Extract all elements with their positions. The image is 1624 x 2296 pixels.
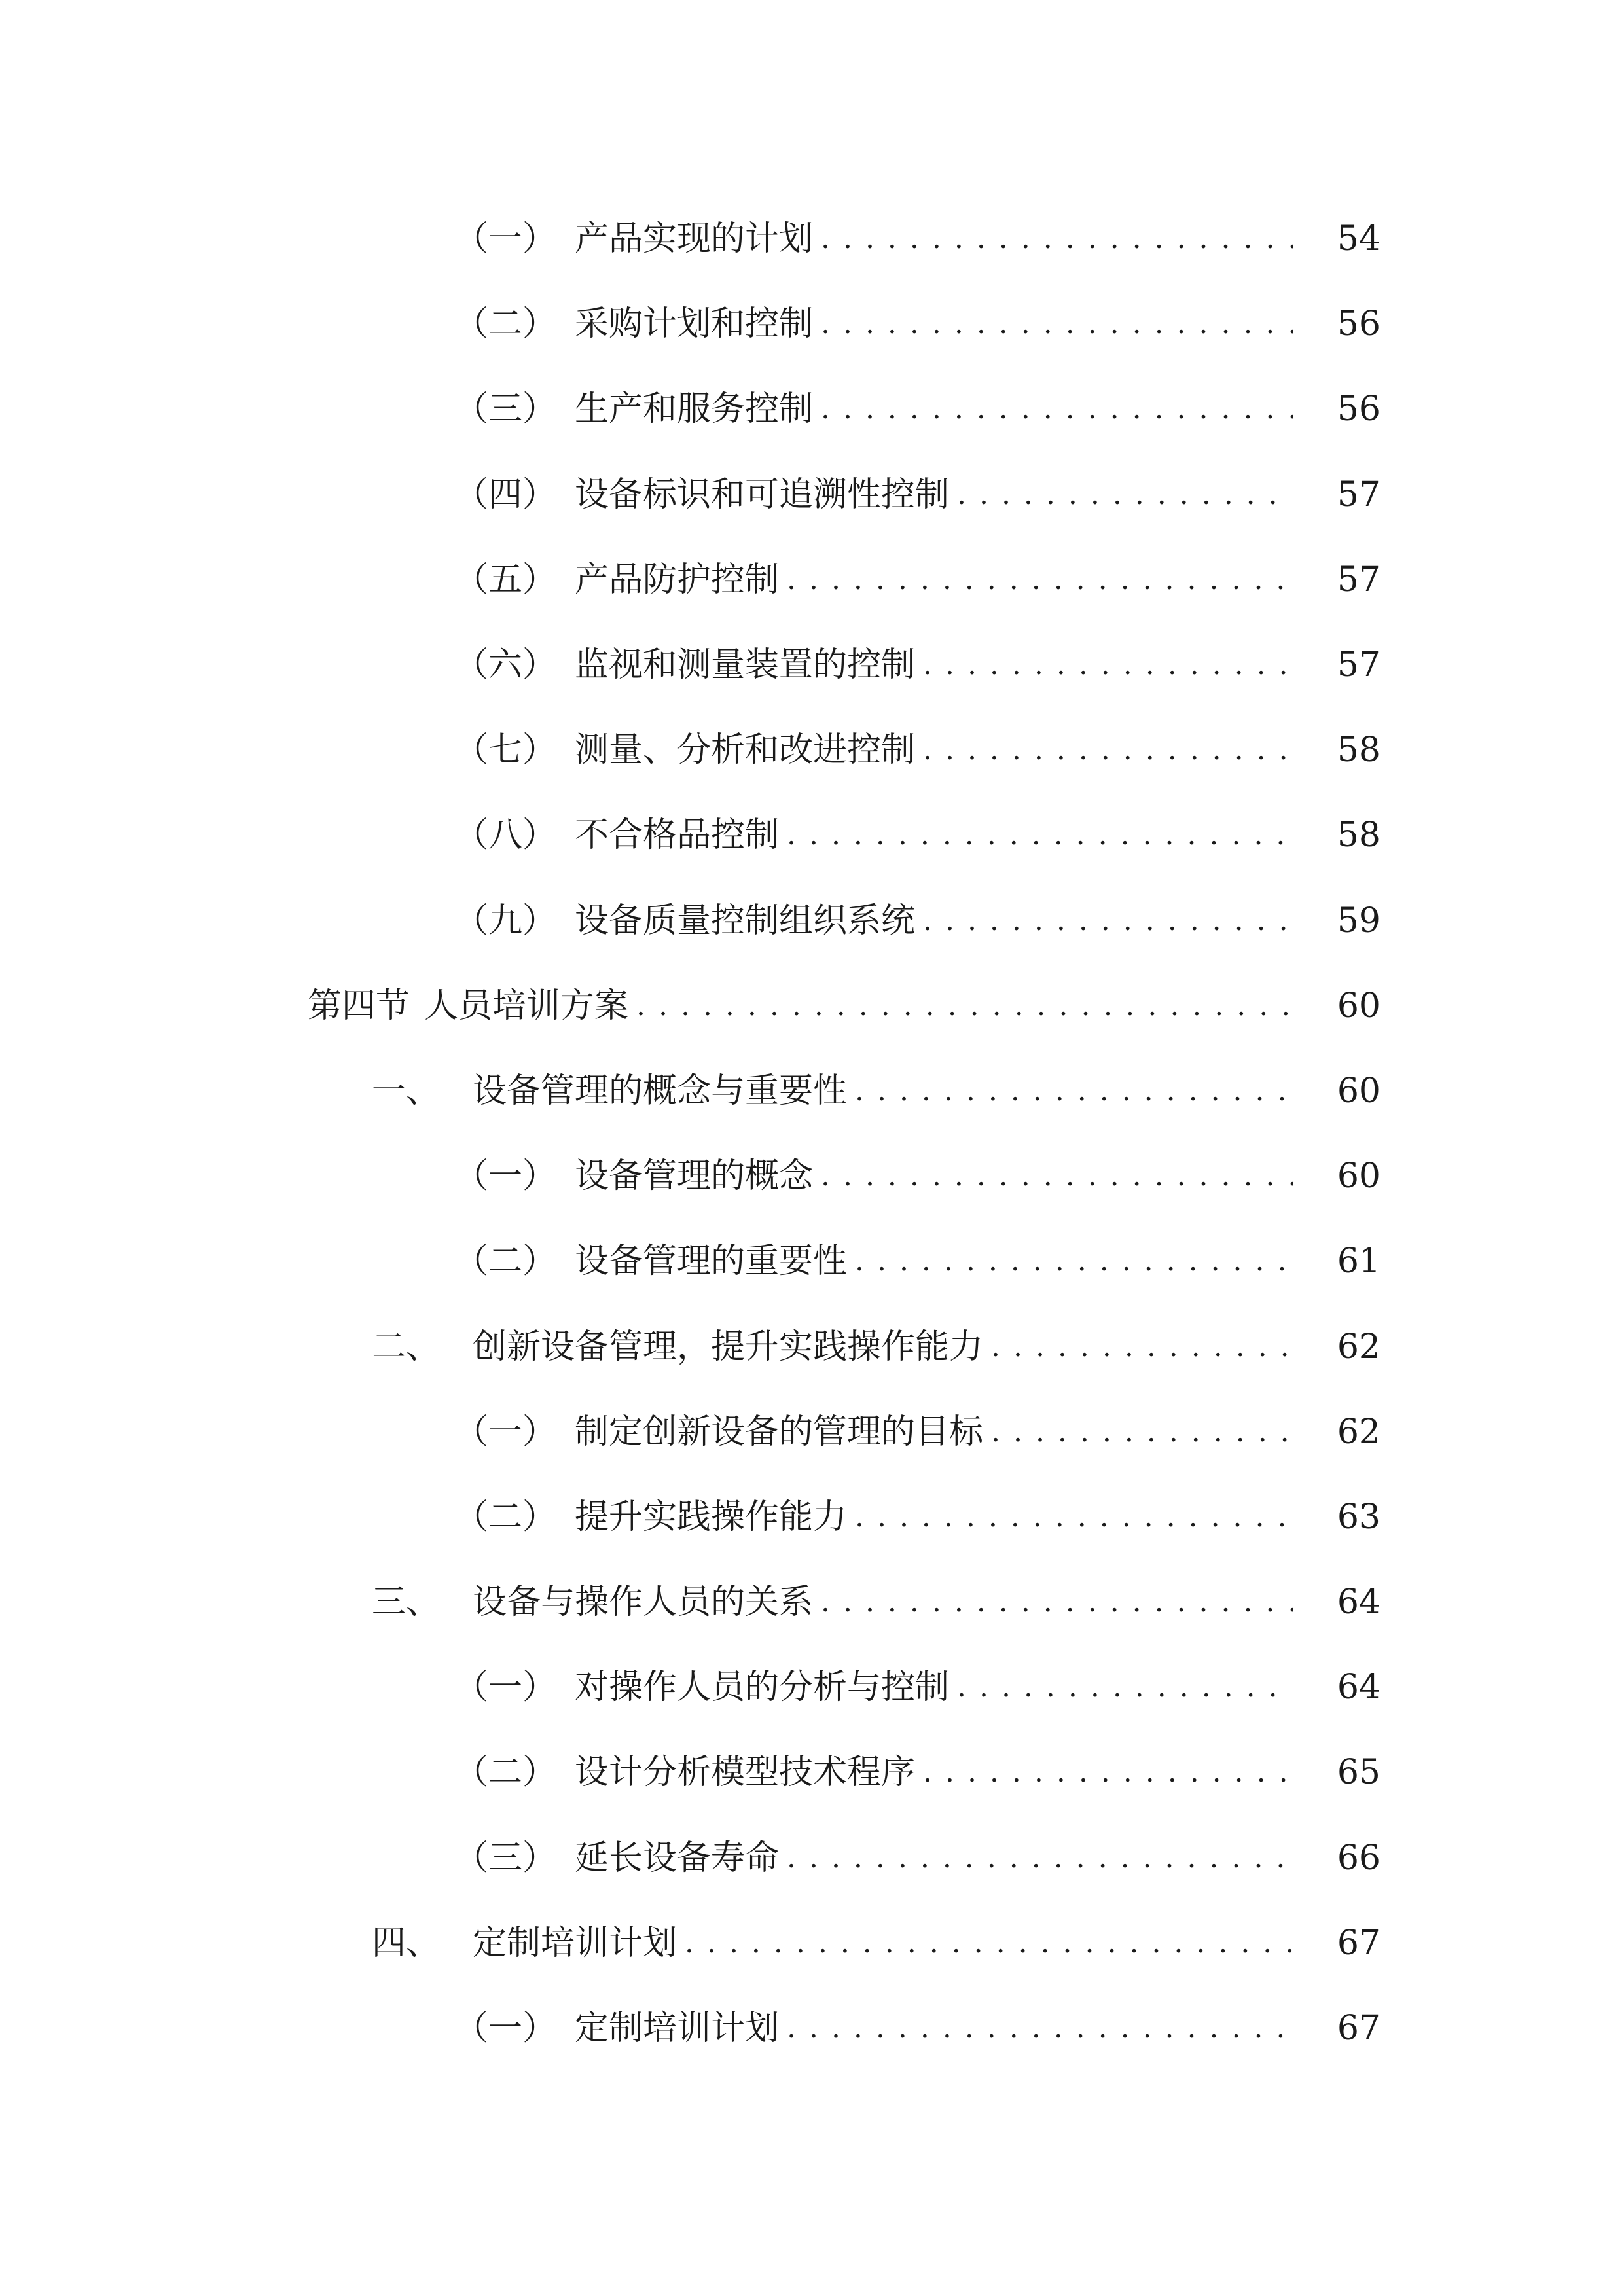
toc-entry-number: （一） — [454, 1668, 557, 1708]
dot-leader — [636, 989, 1293, 1023]
toc-entry-number: （四） — [454, 475, 557, 514]
toc-entry-page: 65 — [1293, 1755, 1380, 1789]
toc-entry[interactable] — [0, 1816, 1624, 1901]
dot-leader — [787, 1841, 1293, 1875]
toc-entry-title: 延长设备寿命 — [575, 1838, 780, 1878]
toc-entry[interactable] — [0, 793, 1624, 878]
toc-entry-title: 制定创新设备的管理的目标 — [575, 1412, 984, 1452]
dot-leader — [991, 1330, 1293, 1364]
toc-entry[interactable] — [0, 1645, 1624, 1730]
dot-leader — [821, 1585, 1293, 1619]
dot-leader — [855, 1500, 1293, 1534]
toc-entry[interactable] — [0, 1475, 1624, 1560]
toc-entry-page: 58 — [1293, 818, 1380, 852]
toc-entry-page: 62 — [1293, 1415, 1380, 1449]
toc-entry-title: 设备与操作人员的关系 — [473, 1583, 814, 1623]
toc-entry[interactable] — [0, 1390, 1624, 1475]
toc-entry-number: （三） — [454, 389, 557, 429]
toc-entry-title: 设备标识和可追溯性控制 — [575, 475, 950, 514]
dot-leader — [923, 648, 1293, 682]
toc-entry-page: 54 — [1293, 222, 1380, 256]
toc-entry-page: 61 — [1293, 1244, 1380, 1278]
dot-leader — [685, 1926, 1293, 1960]
dot-leader — [787, 2011, 1293, 2045]
toc-entry[interactable] — [0, 1986, 1624, 2071]
dot-leader — [957, 1670, 1293, 1704]
toc-entry[interactable] — [0, 622, 1624, 708]
dot-leader — [923, 733, 1293, 767]
toc-entry-title: 对操作人员的分析与控制 — [575, 1668, 950, 1708]
toc-entry[interactable] — [0, 367, 1624, 452]
toc-entry-title: 设备质量控制组织系统 — [575, 901, 916, 941]
toc-entry-page: 67 — [1293, 2011, 1380, 2045]
toc-entry-number: （一） — [454, 219, 557, 259]
toc-entry-title: 设计分析模型技术程序 — [575, 1753, 916, 1793]
toc-chapter-entry[interactable] — [0, 1304, 1624, 1389]
toc-entry-title: 定制培训计划 — [473, 1923, 677, 1963]
toc-entry-page: 60 — [1293, 1159, 1380, 1193]
toc-entry-page: 64 — [1293, 1585, 1380, 1619]
toc-entry-page: 60 — [1293, 989, 1380, 1023]
toc-entry-number: （八） — [454, 816, 557, 855]
toc-entry-page: 57 — [1293, 478, 1380, 512]
dot-leader — [923, 904, 1293, 938]
dot-leader — [855, 1074, 1293, 1108]
dot-leader — [787, 563, 1293, 597]
toc-entry-number: （一） — [454, 2009, 557, 2049]
toc-entry-number: （五） — [454, 560, 557, 600]
dot-leader — [957, 478, 1293, 512]
toc-entry-page: 60 — [1293, 1074, 1380, 1108]
toc-entry-title: 定制培训计划 — [575, 2009, 780, 2049]
toc-entry-number: （二） — [454, 1753, 557, 1793]
toc-entry-title: 测量、分析和改进控制 — [575, 730, 916, 770]
toc-entry-page: 66 — [1293, 1841, 1380, 1875]
toc-entry-page: 63 — [1293, 1500, 1380, 1534]
dot-leader — [787, 818, 1293, 852]
toc-entry-number: （二） — [454, 1497, 557, 1537]
toc-entry-title: 提升实践操作能力 — [575, 1497, 848, 1537]
toc-entry-number: （六） — [454, 645, 557, 685]
toc-entry[interactable] — [0, 452, 1624, 537]
dot-leader — [821, 392, 1293, 426]
toc-entry-number: （九） — [454, 901, 557, 941]
toc-entry-title: 生产和服务控制 — [575, 389, 814, 429]
toc-entry-number: 第四节 — [308, 986, 410, 1026]
toc-entry-number: （三） — [454, 1838, 557, 1878]
toc-entry[interactable] — [0, 708, 1624, 793]
dot-leader — [923, 1755, 1293, 1789]
toc-entry[interactable] — [0, 196, 1624, 281]
toc-entry-number: （二） — [454, 1242, 557, 1282]
toc-entry-page: 58 — [1293, 733, 1380, 767]
toc-entry-number: 一、 — [372, 1071, 441, 1111]
toc-entry-title: 采购计划和控制 — [575, 304, 814, 344]
toc-entry-number: （一） — [454, 1157, 557, 1196]
toc-entry-title: 不合格品控制 — [575, 816, 780, 855]
toc-entry-page: 57 — [1293, 648, 1380, 682]
dot-leader — [821, 307, 1293, 341]
toc-entry-number: （一） — [454, 1412, 557, 1452]
toc-entry[interactable] — [0, 1219, 1624, 1304]
dot-leader — [991, 1415, 1293, 1449]
toc-entry-title: 设备管理的重要性 — [575, 1242, 848, 1282]
table-of-contents — [0, 196, 1624, 2071]
toc-entry-page: 56 — [1293, 392, 1380, 426]
toc-entry-title: 产品实现的计划 — [575, 219, 814, 259]
toc-chapter-entry[interactable] — [0, 1901, 1624, 1986]
toc-chapter-entry[interactable] — [0, 1049, 1624, 1134]
toc-entry-title: 产品防护控制 — [575, 560, 780, 600]
toc-entry-page: 64 — [1293, 1670, 1380, 1704]
toc-entry-number: 三、 — [372, 1583, 441, 1623]
dot-leader — [855, 1244, 1293, 1278]
toc-section-entry[interactable] — [0, 963, 1624, 1049]
toc-entry[interactable] — [0, 281, 1624, 367]
dot-leader — [821, 1159, 1293, 1193]
toc-entry-number: （七） — [454, 730, 557, 770]
toc-entry-page: 59 — [1293, 904, 1380, 938]
toc-entry-page: 62 — [1293, 1330, 1380, 1364]
toc-chapter-entry[interactable] — [0, 1560, 1624, 1645]
toc-entry[interactable] — [0, 878, 1624, 963]
dot-leader — [821, 222, 1293, 256]
toc-entry-number: 四、 — [372, 1923, 441, 1963]
toc-entry-number: 二、 — [372, 1327, 441, 1367]
toc-entry[interactable] — [0, 1730, 1624, 1815]
toc-entry-title: 设备管理的概念 — [575, 1157, 814, 1196]
toc-entry[interactable] — [0, 1134, 1624, 1219]
toc-entry[interactable] — [0, 537, 1624, 622]
toc-entry-page: 67 — [1293, 1926, 1380, 1960]
toc-entry-title: 设备管理的概念与重要性 — [473, 1071, 848, 1111]
toc-entry-title: 人员培训方案 — [424, 986, 629, 1026]
toc-entry-page: 57 — [1293, 563, 1380, 597]
toc-entry-page: 56 — [1293, 307, 1380, 341]
toc-entry-title: 监视和测量装置的控制 — [575, 645, 916, 685]
toc-entry-number: （二） — [454, 304, 557, 344]
toc-entry-title: 创新设备管理，提升实践操作能力 — [473, 1327, 984, 1367]
